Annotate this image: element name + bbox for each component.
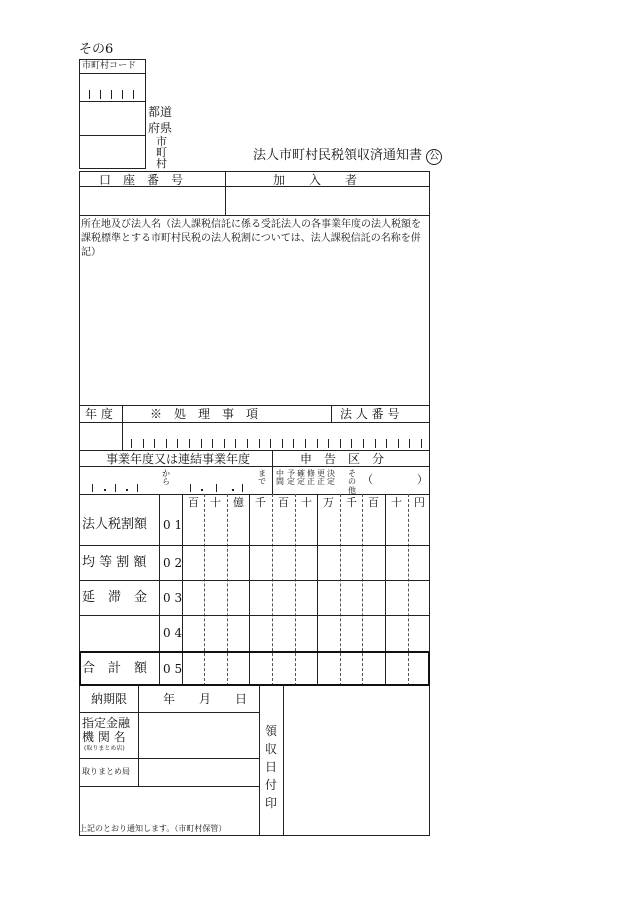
corp-digit-tick: [247, 439, 248, 448]
to-label: ま で: [258, 469, 266, 487]
corp-digit-tick: [259, 439, 260, 448]
corp-digit-tick: [189, 439, 190, 448]
processing-label: ※ 処 理 事 項: [150, 407, 259, 421]
corp-digit-tick: [386, 439, 387, 448]
amount-row-label: 合 計 額: [82, 660, 148, 676]
corp-digit-tick: [166, 439, 167, 448]
filing-type-option: 決 定: [327, 469, 335, 487]
municipal-code-box: [79, 59, 146, 169]
fiscal-year-label: 年 度: [85, 407, 113, 421]
amount-unit-label: 十: [301, 496, 312, 509]
form-title-text: 法人市町村民税領収済通知書: [253, 148, 423, 163]
form-number: その6: [79, 42, 114, 57]
bank-label: 指定金融 機 関 名: [82, 716, 131, 744]
footer-note: 上記のとおり通知します。（市町村保管）: [79, 824, 227, 833]
aggregation-office-label: 取りまとめ局: [82, 767, 130, 776]
account-number-label: 口 座 番 号: [99, 173, 184, 187]
corp-digit-tick: [224, 439, 225, 448]
corp-digit-tick: [375, 439, 376, 448]
corporate-number-label: 法 人 番 号: [340, 407, 400, 421]
amount-row-label: 法人税割額: [82, 516, 148, 532]
form-title: [253, 149, 442, 165]
corp-digit-tick: [201, 439, 202, 448]
other-paren: （ ）: [362, 473, 428, 486]
corp-digit-tick: [398, 439, 399, 448]
amount-row-label: 均 等 割 額: [82, 554, 147, 570]
corp-digit-tick: [131, 439, 132, 448]
municipal-code-label: 市町村コード: [82, 61, 137, 71]
city-label: 市 町 村: [156, 135, 167, 170]
corp-digit-tick: [305, 439, 306, 448]
corp-digit-tick: [282, 439, 283, 448]
corp-digit-tick: [340, 439, 341, 448]
corp-digit-tick: [154, 439, 155, 448]
total-row-highlight: [79, 651, 430, 686]
amount-row-code: 0 2: [163, 555, 183, 570]
due-date-label: 納期限: [91, 692, 128, 706]
amount-row-label: 延 滞 金: [82, 589, 148, 605]
due-date-year: 年: [163, 692, 176, 706]
corp-digit-tick: [212, 439, 213, 448]
amount-unit-label: 万: [323, 496, 334, 509]
corp-digit-tick: [177, 439, 178, 448]
corp-digit-tick: [293, 439, 294, 448]
corp-digit-tick: [421, 439, 422, 448]
amount-unit-label: 千: [255, 496, 266, 509]
corp-digit-tick: [235, 439, 236, 448]
amount-row-code: 0 1: [163, 517, 183, 532]
amount-unit-label: 百: [368, 496, 379, 509]
bottom-frame: [79, 686, 430, 836]
due-date-month: 月: [199, 692, 212, 706]
amount-row-code: 0 4: [163, 626, 183, 640]
address-label: 所在地及び法人名（法人課税信託に係る受託法人の各事業年度の法人税額を課税標準とする市町村民税の法人税割については、法人課税信託の名称を併記）: [81, 219, 421, 258]
amount-unit-label: 円: [414, 496, 425, 509]
subscriber-label: 加 入 者: [273, 173, 358, 187]
amount-unit-label: 百: [188, 496, 199, 509]
amount-unit-label: 十: [210, 496, 221, 509]
amount-row-code: 0 5: [163, 661, 183, 676]
corp-digit-tick: [317, 439, 318, 448]
filing-type-option: 予 定: [287, 469, 295, 487]
filing-type-option: 更 正: [317, 469, 325, 487]
amount-unit-label: 百: [278, 496, 289, 509]
from-label: か ら: [162, 469, 170, 487]
corp-digit-tick: [328, 439, 329, 448]
prefecture-label: 都道 府県: [148, 105, 173, 135]
amount-unit-label: 十: [391, 496, 402, 509]
corp-digit-tick: [270, 439, 271, 448]
corp-digit-tick: [143, 439, 144, 448]
corp-digit-tick: [351, 439, 352, 448]
amount-row-code: 0 3: [163, 590, 183, 605]
filing-type-option: 修 正: [307, 469, 315, 487]
corp-digit-tick: [363, 439, 364, 448]
filing-type-option: 確 定: [297, 469, 305, 487]
filing-type-option: 中 間: [276, 469, 284, 487]
amount-unit-label: 億: [233, 496, 244, 509]
receipt-stamp-label: 領 収 日 付 印: [265, 724, 278, 810]
bank-sub-label: (取りまとめ店): [84, 745, 125, 752]
filing-type-label: 申 告 区 分: [300, 452, 385, 466]
corp-digit-tick: [409, 439, 410, 448]
amount-unit-label: 千: [346, 496, 357, 509]
due-date-day: 日: [235, 692, 248, 706]
business-year-label: 事業年度又は連結事業年度: [106, 452, 251, 466]
filing-type-option: そ の 他: [348, 469, 356, 495]
public-mark-icon: 公: [426, 149, 442, 165]
